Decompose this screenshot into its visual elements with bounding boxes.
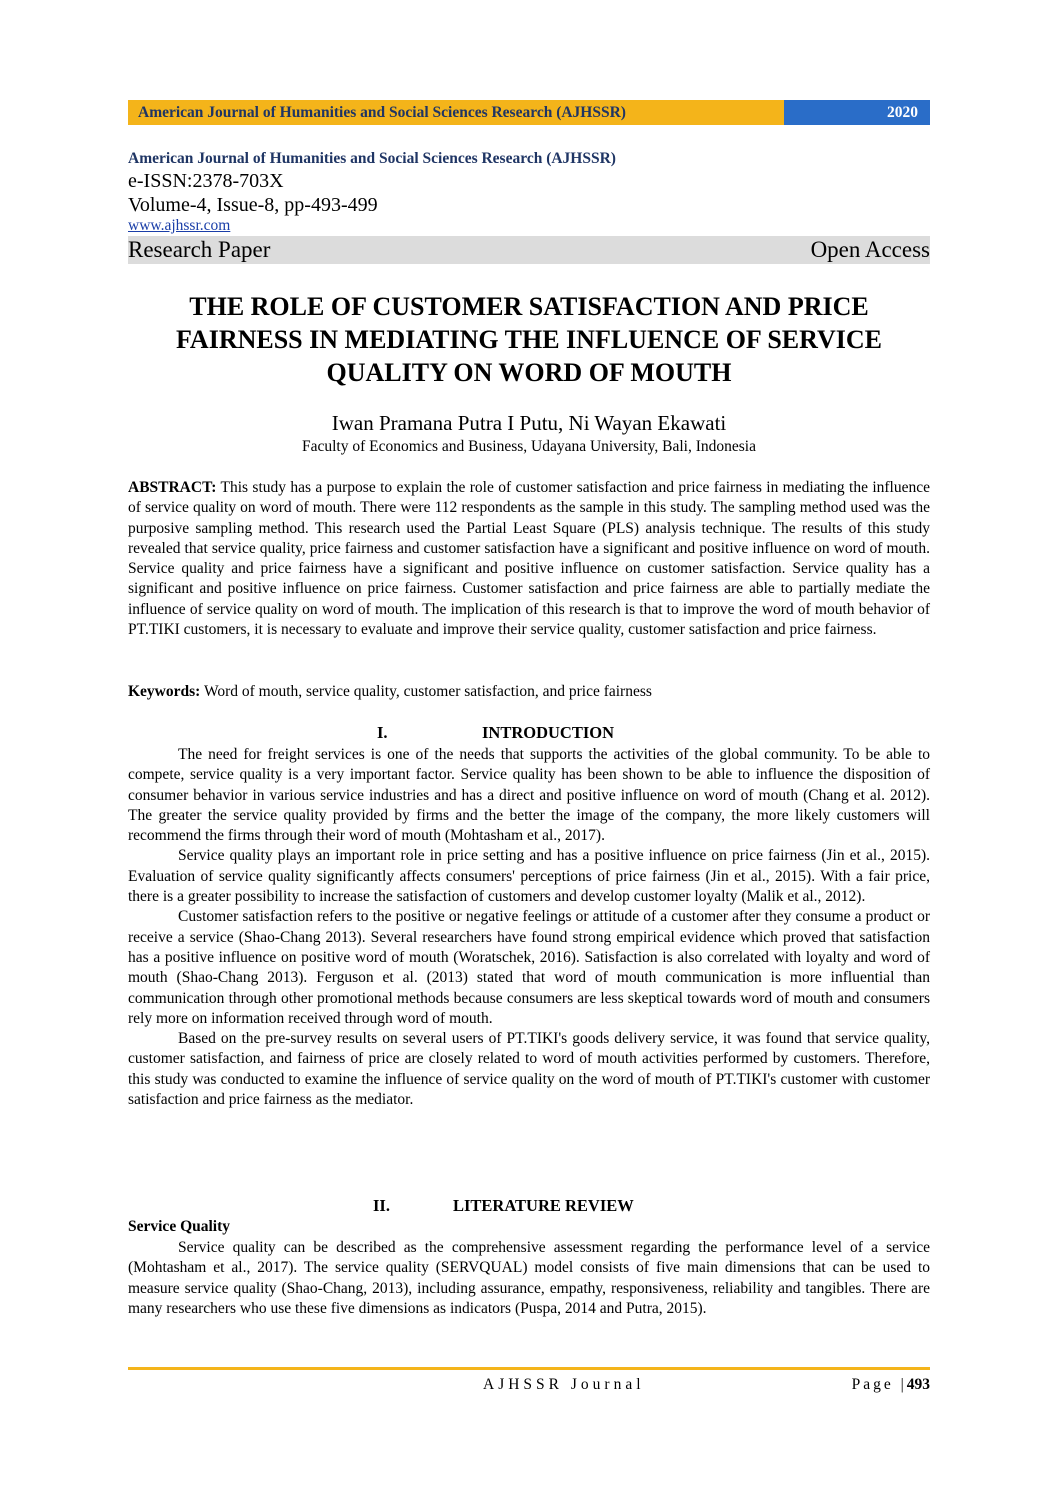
authors: Iwan Pramana Putra I Putu, Ni Wayan Ekawati bbox=[331, 411, 727, 435]
journal-meta bbox=[128, 149, 930, 264]
header-year: 2020 bbox=[784, 100, 930, 125]
paper-type-banner bbox=[128, 236, 930, 264]
section-number: I. bbox=[377, 723, 388, 742]
paragraph: Customer satisfaction refers to the positive or negative feelings or attitude of a customer after they consume a product or receive a service (Shao-Chang 2013). Several researchers have found strong empirical evidence which proved that satisfaction has a positive influence on positive word of mouth (Woratschek, 2016). Satisfaction is also correlated with loyalty and word of mouth (Shao-Chang 2013). Ferguson et al. (2013) stated that word of mouth communication is more influential than communication through other promotional methods because consumers are less skeptical towards word of mouth and consumers rely more on information received through word of mouth. bbox=[128, 908, 930, 1027]
paper-title: THE ROLE OF CUSTOMER SATISFACTION AND PRICE FAIRNESS IN MEDIATING THE INFLUENCE OF SERVICE QUALITY ON WORD OF MOUTH bbox=[175, 292, 883, 387]
journal-website-link[interactable]: www.ajhssr.com bbox=[128, 217, 231, 234]
paragraph: The need for freight services is one of the needs that supports the activities of the global community. To be able to compete, service quality is a very important factor. Service quality has been shown to be able to influence the disposition of consumer behavior in various service industries and has a direct and positive influence on word of mouth (Chang et al. 2012). The greater the service quality provided by firms and the better the image of the company, the more likely customers will recommend the firms through their word of mouth (Mohtasham et al., 2017). bbox=[128, 746, 930, 845]
running-header bbox=[128, 100, 930, 125]
footer-divider bbox=[128, 1367, 930, 1370]
paragraph: Service quality can be described as the comprehensive assessment regarding the performance level of a service (Mohtasham et al., 2017). The service quality (SERVQUAL) model consists of five main dimensions that can be used to measure service quality (Shao-Chang, 2013), including assurance, empathy, responsiveness, reliability and tangibles. There are many researchers who use these five dimensions as indicators (Puspa, 2014 and Putra, 2015). bbox=[128, 1239, 930, 1317]
literature-review-body bbox=[128, 1238, 930, 1319]
subsection-heading: Service Quality bbox=[128, 1218, 231, 1235]
paragraph: Based on the pre-survey results on several users of PT.TIKI's goods delivery service, it was found that service quality, customer satisfaction, and fairness of price are closely related to word of mouth activities performed by customers. Therefore, this study was conducted to examine the influence of service quality on the word of mouth of PT.TIKI's customer with customer satisfaction and price fairness as the mediator. bbox=[128, 1030, 930, 1109]
keywords bbox=[128, 682, 930, 702]
footer-page bbox=[852, 1376, 930, 1394]
abstract-text: This study has a purpose to explain the role of customer satisfaction and price fairness in mediating the influence of service quality on word of mouth. There were 112 respondents as the sample in this study. The sampling method used was the purposive sampling method. This research used the Partial Least Square (PLS) analysis technique. The results of this study revealed that service quality, price fairness and customer satisfaction have a significant and positive influence on word of mouth. Service quality and price fairness have a significant and positive influence on customer satisfaction. Service quality has a significant and positive influence on price fairness. Customer satisfaction and price fairness are able to partially mediate the influence of service quality on word of mouth. The implication of this research is that to improve the word of mouth behavior of PT.TIKI customers, it is necessary to evaluate and improve their service quality, customer satisfaction and price fairness. bbox=[128, 479, 930, 639]
affiliation: Faculty of Economics and Business, Udayana University, Bali, Indonesia bbox=[301, 438, 756, 455]
header-journal-title: American Journal of Humanities and Social Sciences Research (AJHSSR) bbox=[128, 100, 784, 125]
section-title: INTRODUCTION bbox=[482, 723, 615, 742]
abstract-label: ABSTRACT: bbox=[128, 479, 217, 496]
paragraph: Service quality plays an important role in price setting and has a positive influence on price fairness (Jin et al., 2015). Evaluation of service quality significantly affects consumers' perceptions of price fairness (Jin et al., 2015). With a fair price, there is a greater possibility to increase the satisfaction of customers and develop customer loyalty (Malik et al., 2012). bbox=[128, 847, 930, 906]
section-number: II. bbox=[373, 1196, 390, 1215]
keywords-text: Word of mouth, service quality, customer satisfaction, and price fairness bbox=[203, 683, 652, 700]
journal-name: American Journal of Humanities and Social Sciences Research (AJHSSR) bbox=[128, 150, 616, 167]
introduction-body bbox=[128, 745, 930, 1110]
page-footer bbox=[128, 1376, 930, 1396]
page-number: 493 bbox=[906, 1376, 930, 1393]
keywords-label: Keywords: bbox=[128, 683, 201, 700]
abstract bbox=[128, 478, 930, 640]
footer-journal: AJHSSR Journal bbox=[483, 1376, 645, 1393]
volume-issue: Volume-4, Issue-8, pp-493-499 bbox=[128, 194, 378, 216]
paper-type: Research Paper bbox=[128, 237, 271, 262]
section-title: LITERATURE REVIEW bbox=[453, 1196, 634, 1215]
page-label: Page | bbox=[851, 1376, 907, 1393]
access-type: Open Access bbox=[810, 237, 930, 262]
issn: e-ISSN:2378-703X bbox=[128, 170, 284, 192]
